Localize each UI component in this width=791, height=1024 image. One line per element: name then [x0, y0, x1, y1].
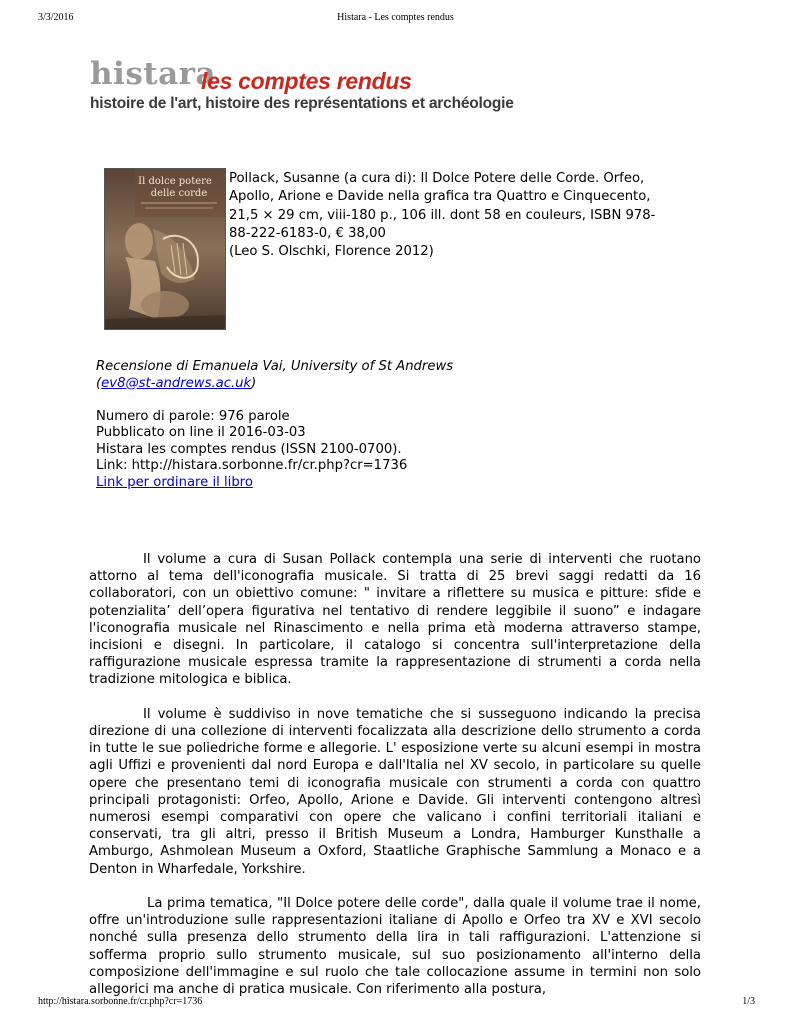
- book-cover-image: [104, 168, 226, 330]
- logo-subtitle: histoire de l'art, histoire des représentations et archéologie: [90, 95, 514, 112]
- issn-line: Histara les comptes rendus (ISSN 2100-0700).: [96, 441, 402, 457]
- reviewer-email-link[interactable]: ev8@st-andrews.ac.uk: [101, 375, 252, 391]
- book-line: Pollack, Susanne (a cura di): Il Dolce Potere delle Corde. Orfeo,: [229, 171, 645, 186]
- book-bibliographic-info: [229, 170, 699, 261]
- print-header: [0, 12, 791, 26]
- reviewer-email-line: (ev8@st-andrews.ac.uk): [96, 375, 257, 391]
- book-line: Apollo, Arione e Davide nella grafica tra Quattro e Cinquecento,: [229, 189, 651, 205]
- book-line: 88-222-6183-0, € 38,00: [229, 225, 386, 241]
- book-line: 21,5 × 29 cm, viii-180 p., 106 ill. dont 58 en couleurs, ISBN 978-: [229, 207, 656, 223]
- book-publisher: (Leo S. Olschki, Florence 2012): [229, 244, 434, 260]
- word-count: Numero di parole: 976 parole: [96, 408, 290, 424]
- order-book-link[interactable]: Link per ordinare il libro: [96, 474, 253, 490]
- print-footer: [0, 996, 791, 1010]
- logo-comptes-rendus-text: les comptes rendus: [201, 68, 412, 94]
- permalink-line: Link: http://histara.sorbonne.fr/cr.php?cr=1736: [96, 458, 408, 473]
- svg-text:delle corde: delle corde: [150, 188, 208, 199]
- body-paragraph: Il volume a cura di Susan Pollack contempla una serie di interventi che ruotano attorno al tema dell'iconografia musicale. Si tratta di 25 brevi saggi redatti da 16 collaboratori, con un obiettivo comune: " invitare a riflettere su musica e pitture: sfide e potenzialita’ dell’opera figurativa nel tentativo di rendere leggibile il suono” e indagare l'iconografia musicale nel Rinascimento e nella prima età moderna attraverso stampe, incisioni e disegni. In particolare, il catalogo si concentra sull'interpretazione della raffigurazione musicale espressa tramite la rappresentazione di strumenti a corda nella tradizione mitologica e biblica.: [89, 552, 701, 688]
- logo-histara-text: histara: [90, 56, 217, 92]
- review-meta: [96, 359, 716, 491]
- review-body: [89, 551, 701, 1015]
- print-title: Histara - Les comptes rendus: [337, 12, 454, 23]
- print-url: http://histara.sorbonne.fr/cr.php?cr=1736: [38, 996, 203, 1007]
- page-number: 1/3: [742, 996, 755, 1007]
- svg-text:Il dolce potere: Il dolce potere: [138, 176, 212, 187]
- body-paragraph: La prima tematica, "Il Dolce potere delle corde", dalla quale il volume trae il nome, offre un'introduzione sulle rappresentazioni italiane di Apollo e Orfeo tra XV e XVI secolo nonché sulla presenza dello strumento della lira in tali raffigurazioni. L'attenzione si sofferma proprio sullo strumento musicale, sul suo posizionamento all'interno della composizione dell'immagine e sul ruolo che tale collocazione assume in termini non solo allegorici ma anche di pratica musicale. Con riferimento alla postura,: [89, 896, 701, 998]
- reviewer-credit: Recensione di Emanuela Vai, University of St Andrews: [96, 359, 454, 374]
- print-date: 3/3/2016: [38, 12, 74, 23]
- publication-date: Pubblicato on line il 2016-03-03: [96, 425, 306, 440]
- body-paragraph: Il volume è suddiviso in nove tematiche che si susseguono indicando la precisa direzione di una collezione di interventi focalizzata alla descrizione dello strumento a corda in tutte le sue poliedriche forme e allegorie. L' esposizione verte su alcuni esempi in mostra agli Uffizi e provenienti dal nord Europa e dall'Italia nel XV secolo, in particolare su quelle opere che presentano temi di iconografia musicale con strumenti a corda con quattro principali protagonisti: Orfeo, Apollo, Arione e Davide. Gli interventi contengono altresì numerosi esempi comparativi con opere che valicano i confini territoriali italiani e conservati, tra gli altri, presso il British Museum a Londra, Hamburger Kunsthalle a Amburgo, Ashmolean Museum a Oxford, Staatliche Graphische Sammlung a Monaco e a Denton in Wharfedale, Yorkshire.: [89, 706, 701, 877]
